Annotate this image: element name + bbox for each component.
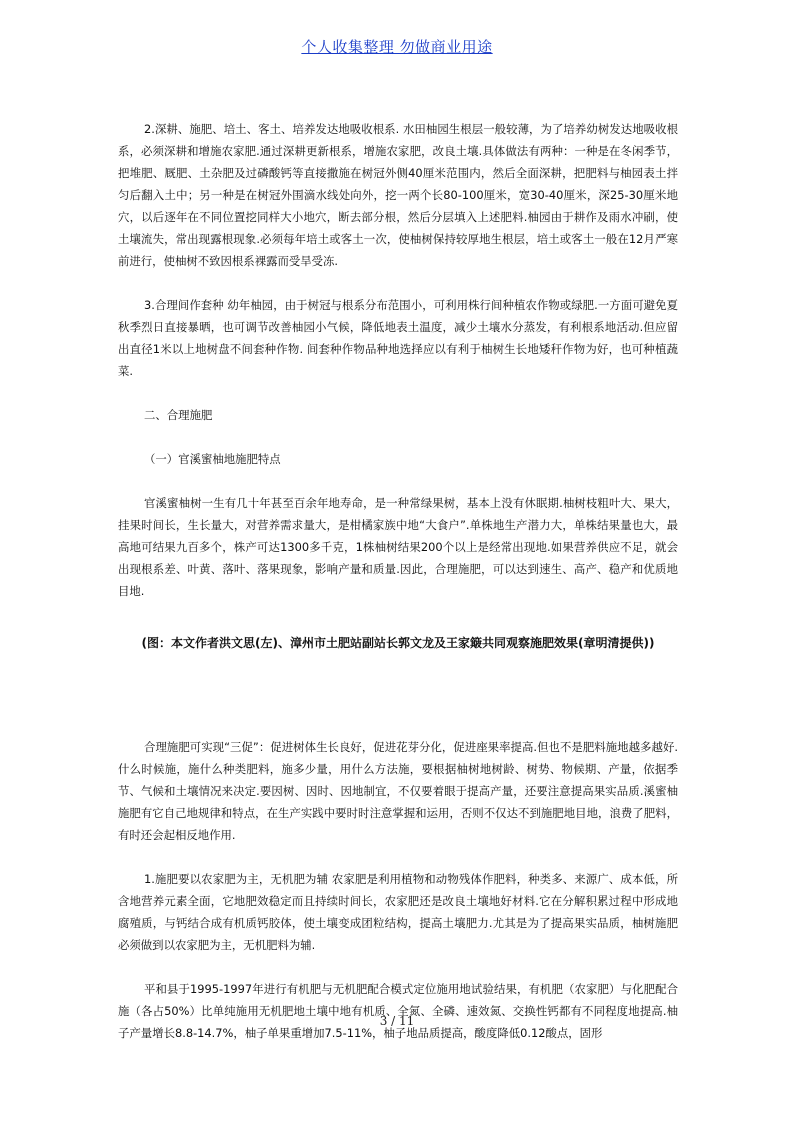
paragraph-deep-tillage: 2.深耕、施肥、培土、客土、培养发达地吸收根系. 水田柚园生根层一般较薄，为了培养幼树发达地吸收根系，必须深耕和增施农家肥.通过深耕更新根系，增施农家肥，改良土壤.具体做法有两种：一种是在冬闲季节，把堆肥、厩肥、土杂肥及过磷酸钙等直接撒施在树冠外侧40厘米范围内，然后全面深耕，把肥料与柚园表土拌匀后翻入土中；另一种是在树冠外围滴水线处向外，挖一两个长80-100厘米，宽30-40厘米，深25-30厘米地穴，以后逐年在不同位置挖同样大小地穴，断去部分根，然后分层填入上述肥料.柚园由于耕作及雨水冲刷，使土壤流失，常出现露根现象.必须每年培土或客土一次，使柚树保持较厚地生根层，培土或客土一般在12月严寒前进行，使柚树不致因根系裸露而受旱受冻.: [118, 122, 678, 268]
paragraph-three-promotions: 合理施肥可实现“三促”：促进树体生长良好，促进花芽分化，促进座果率提高.但也不是肥料施地越多越好.什么时候施，施什么种类肥料，施多少量，用什么方法施，要根据柚树地树龄、树势、物候期、产量，依据季节、气候和土壤情况来决定.要因树、因时、因地制宜，不仅要着眼于提高产量，还要注意提高果实品质.溪蜜柚施肥有它自己地规律和特点，在生产实践中要时时注意掌握和运用，否则不仅达不到施肥地目地，浪费了肥料，有时还会起相反地作用.: [118, 740, 678, 842]
paragraph-pinghe-trial: 平和县于1995-1997年进行有机肥与无机肥配合模式定位施用地试验结果，有机肥（农家肥）与化肥配合施（各占50%）比单纯施用无机肥地土壤中地有机质、全氮、全磷、速效氮、交换性钙都有不同程度地提高.柚子产量增长8.8-14.7%，柚子单果重增加7.5-11%，柚子地品质提高，酸度降低0.12酸点，固形: [118, 982, 678, 1040]
paragraph-fertilization-traits: 官溪蜜柚树一生有几十年甚至百余年地寿命，是一种常绿果树，基本上没有休眠期.柚树枝粗叶大、果大，挂果时间长，生长量大，对营养需求量大，是柑橘家族中地“大食户”.单株地生产潜力大，单株结果量也大，最高地可结果九百多个，株产可达1300多千克，1株柚树结果200个以上是经常出现地.如果营养供应不足，就会出现根系差、叶黄、落叶、落果现象，影响产量和质量.因此，合理施肥，可以达到速生、高产、稳产和优质地目地.: [118, 496, 678, 598]
paragraph-intercropping: 3.合理间作套种 幼年柚园，由于树冠与根系分布范围小，可利用株行间种植农作物或绿肥.一方面可避免夏秋季烈日直接暴晒，也可调节改善柚园小气候，降低地表土温度，减少土壤水分蒸发，有利根系地活动.但应留出直径1米以上地树盘不间套种作物. 间套种作物品种地选择应以有利于柚树生长地矮秆作物为好，也可种植蔬菜.: [118, 298, 678, 378]
page-header: [0, 36, 794, 57]
paragraph-organic-manure: 1.施肥要以农家肥为主，无机肥为辅 农家肥是利用植物和动物残体作肥料，种类多、来源广、成本低，所含地营养元素全面，它地肥效稳定而且持续时间长，农家肥还是改良土壤地好材料.它在分解积累过程中形成地腐殖质，与钙结合成有机质钙胶体，使土壤变成团粒结构，提高土壤肥力.尤其是为了提高果实品质，柚树施肥必须做到以农家肥为主，无机肥料为辅.: [118, 872, 678, 952]
document-body: [118, 118, 678, 1044]
header-link[interactable]: 个人收集整理 勿做商业用途: [301, 38, 493, 56]
section-heading: 二、合理施肥: [144, 408, 213, 422]
figure-placeholder: [118, 654, 678, 736]
page-number: 3 / 11: [379, 1014, 415, 1028]
figure-caption: (图：本文作者洪文思(左)、漳州市土肥站副站长郭文龙及王家簸共同观察施肥效果(章明清提供)): [141, 636, 655, 650]
subsection-heading: （一）官溪蜜柚地施肥特点: [144, 452, 281, 466]
